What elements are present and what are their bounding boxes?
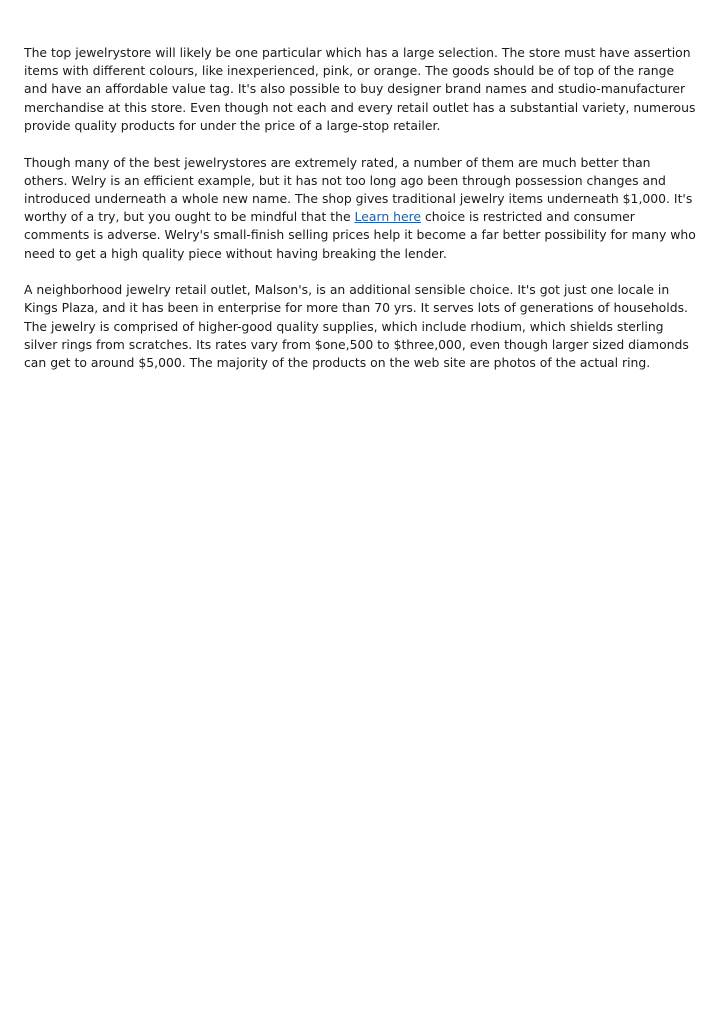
paragraph-1 (24, 44, 696, 135)
paragraph-1-text: The top jewelrystore will likely be one particular which has a large selection. The store must have assertion items with different colours, like inexperienced, pink, or orange. The goods should be of top of the range and have an affordable value tag. It's also possible to buy designer brand names and studio-manufacturer merchandise at this store. Even though not each and every retail outlet has a substantial variety, numerous provide quality products for under the price of a large-stop retailer. (24, 45, 696, 133)
paragraph-3-text: A neighborhood jewelry retail outlet, Malson's, is an additional sensible choice. It's got just one locale in Kings Plaza, and it has been in enterprise for more than 70 yrs. It serves lots of generations of households. The jewelry is comprised of higher-good quality supplies, which include rhodium, which shields sterling silver rings from scratches. Its rates vary from $one,500 to $three,000, even though larger sized diamonds can get to around $5,000. The majority of the products on the web site are photos of the actual ring. (24, 282, 689, 371)
paragraph-2-text-before-link: Though many of the best jewelrystores are extremely rated, a number of them are much better than others. Welry is an efficient example, but it has not too long ago been through possession changes and introduced underneath a whole new name. The shop gives traditional jewelry items underneath $1,000. It's worthy of a try, but you ought to be mindful that the (24, 154, 693, 225)
paragraph-2 (24, 154, 696, 263)
learn-here-link[interactable]: Learn here (354, 209, 422, 225)
paragraph-3 (24, 281, 696, 372)
paragraph-2-text-after-link: choice is restricted and consumer comments is adverse. Welry's small-finish selling prices help it become a far better possibility for many who need to get a high quality piece without having breaking the lender. (24, 209, 696, 261)
document-page (24, 44, 696, 391)
